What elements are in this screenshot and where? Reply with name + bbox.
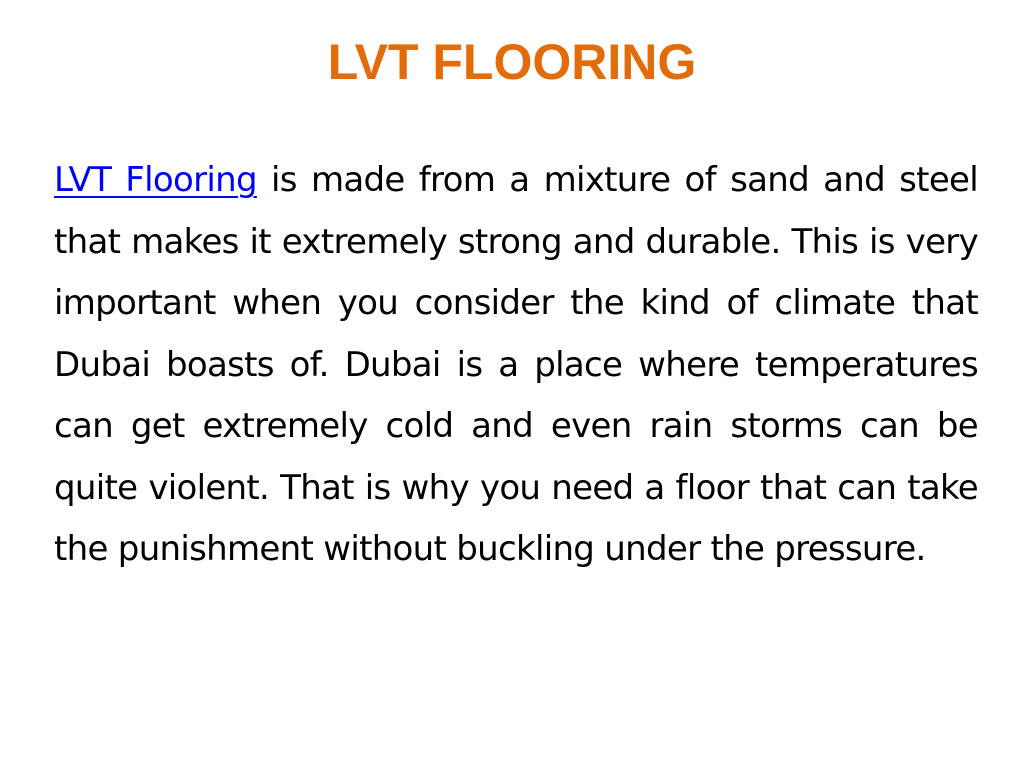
paragraph-text: is made from a mixture of sand and steel that makes it extremely strong and durable. This is very important when you consider the kind of climate that Dubai boasts of. Dubai is a place where temperatures can get extremely cold and even rain storms can be quite violent. That is why you need a floor that can take the punishment without buckling under the pressure. — [54, 160, 978, 569]
slide-title: LVT FLOORING — [327, 34, 697, 90]
body-paragraph — [54, 150, 978, 581]
lvt-flooring-link[interactable]: LVT Flooring — [54, 160, 257, 200]
